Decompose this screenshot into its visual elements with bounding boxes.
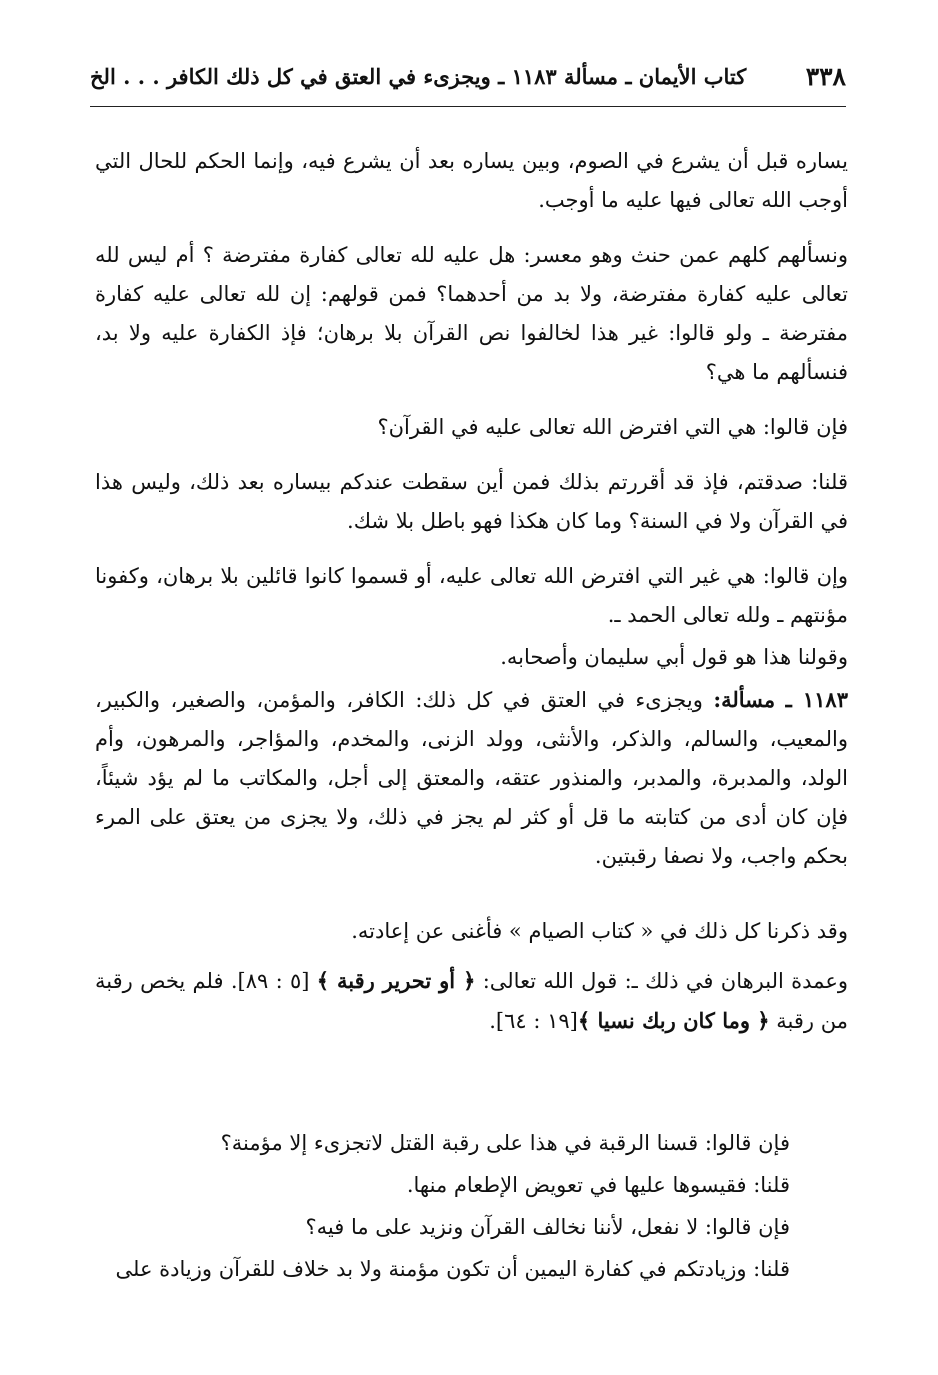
proof-intro: وعمدة البرهان في ذلك ـ: قول الله تعالى:	[475, 969, 848, 993]
verse-quote-1: ﴿ أو تحرير رقبة ﴾	[316, 968, 476, 993]
dialog-line-3: فإن قالوا: لا نفعل، لأننا نخالف القرآن ونزيد على ما فيه؟	[305, 1215, 790, 1239]
issue-number: ١١٨٣ ـ	[785, 687, 848, 712]
paragraph-6: وقولنا هذا هو قول أبي سليمان وأصحابه.	[500, 645, 848, 669]
proof-paragraph	[95, 961, 848, 1041]
paragraph-3: فإن قالوا: هي التي افترض الله تعالى عليه في القرآن؟	[377, 415, 848, 439]
verse-quote-2: ﴿ وما كان ربك نسيا ﴾	[577, 1008, 770, 1033]
paragraph-1: يساره قبل أن يشرع في الصوم، وبين يساره بعد أن يشرع فيه، وإنما الحكم للحال التي أوجب الله تعالى فيها عليه ما أوجب.	[95, 149, 848, 212]
page-header	[90, 58, 846, 98]
page-number: ٣٣٨	[805, 62, 846, 91]
dialog-line-4: قلنا: وزيادتكم في كفارة اليمين أن تكون مؤمنة ولا بد خلاف للقرآن وزيادة على	[115, 1257, 790, 1281]
issue-text: ويجزىء في العتق في كل ذلك: الكافر، والمؤمن، والصغير، والكبير، والمعيب، والسالم، والذكر، والأنثى، وولد الزنى، والمخدم، والمؤاجر، والمرهون، وأم الولد، والمدبرة، والمدبر، والمنذور عتقه، والمعتق إلى أجل، والمكاتب ما لم يؤد شيئاً، فإن كان أدى من كتابته ما قل أو كثر لم يجز في ذلك، ولا يجزى من يعتق على المرء بحكم واجب، ولا نصفا رقبتين.	[95, 688, 848, 868]
running-title: كتاب الأيمان ـ مسألة ١١٨٣ ـ ويجزىء في العتق في كل ذلك الكافر . . . الخ	[90, 64, 747, 89]
issue-paragraph	[95, 680, 848, 876]
body-text	[95, 142, 848, 1041]
verse-ref-2: [١٩ : ٦٤].	[489, 1009, 578, 1033]
header-divider	[90, 106, 846, 107]
verse-ref-1: [٥ : ٨٩]. فلم يخص رقبة من رقبة	[95, 969, 848, 1033]
dialog-block	[95, 1122, 848, 1290]
dialog-line-2: قلنا: فقيسوها عليها في تعويض الإطعام منها.	[406, 1173, 790, 1197]
dialog-line-1: فإن قالوا: قسنا الرقبة في هذا على رقبة القتل لاتجزىء إلا مؤمنة؟	[220, 1131, 790, 1155]
reference-note: وقد ذكرنا كل ذلك في « كتاب الصيام » فأغنى عن إعادته.	[351, 919, 848, 943]
paragraph-2: ونسألهم كلهم عمن حنث وهو معسر: هل عليه لله تعالى كفارة مفترضة ؟ أم ليس لله تعالى عليه كفارة مفترضة، ولا بد من أحدهما؟ فمن قولهم: إن لله تعالى عليه كفارة مفترضة ـ ولو قالوا: غير هذا لخالفوا نص القرآن بلا برهان؛ فإذ الكفارة عليه ولا بد، فنسألهم ما هي؟	[95, 243, 848, 384]
issue-label: مسألة:	[713, 687, 776, 712]
paragraph-5: وإن قالوا: هي غير التي افترض الله تعالى عليه، أو قسموا كانوا قائلين بلا برهان، وكفونا مؤنتهم ـ ولله تعالى الحمد ـ.	[95, 564, 848, 627]
paragraph-4: قلنا: صدقتم، فإذ قد أقررتم بذلك فمن أين سقطت عندكم بيساره بعد ذلك، وليس هذا في القرآن ولا في السنة؟ وما كان هكذا فهو باطل بلا شك.	[95, 470, 848, 533]
